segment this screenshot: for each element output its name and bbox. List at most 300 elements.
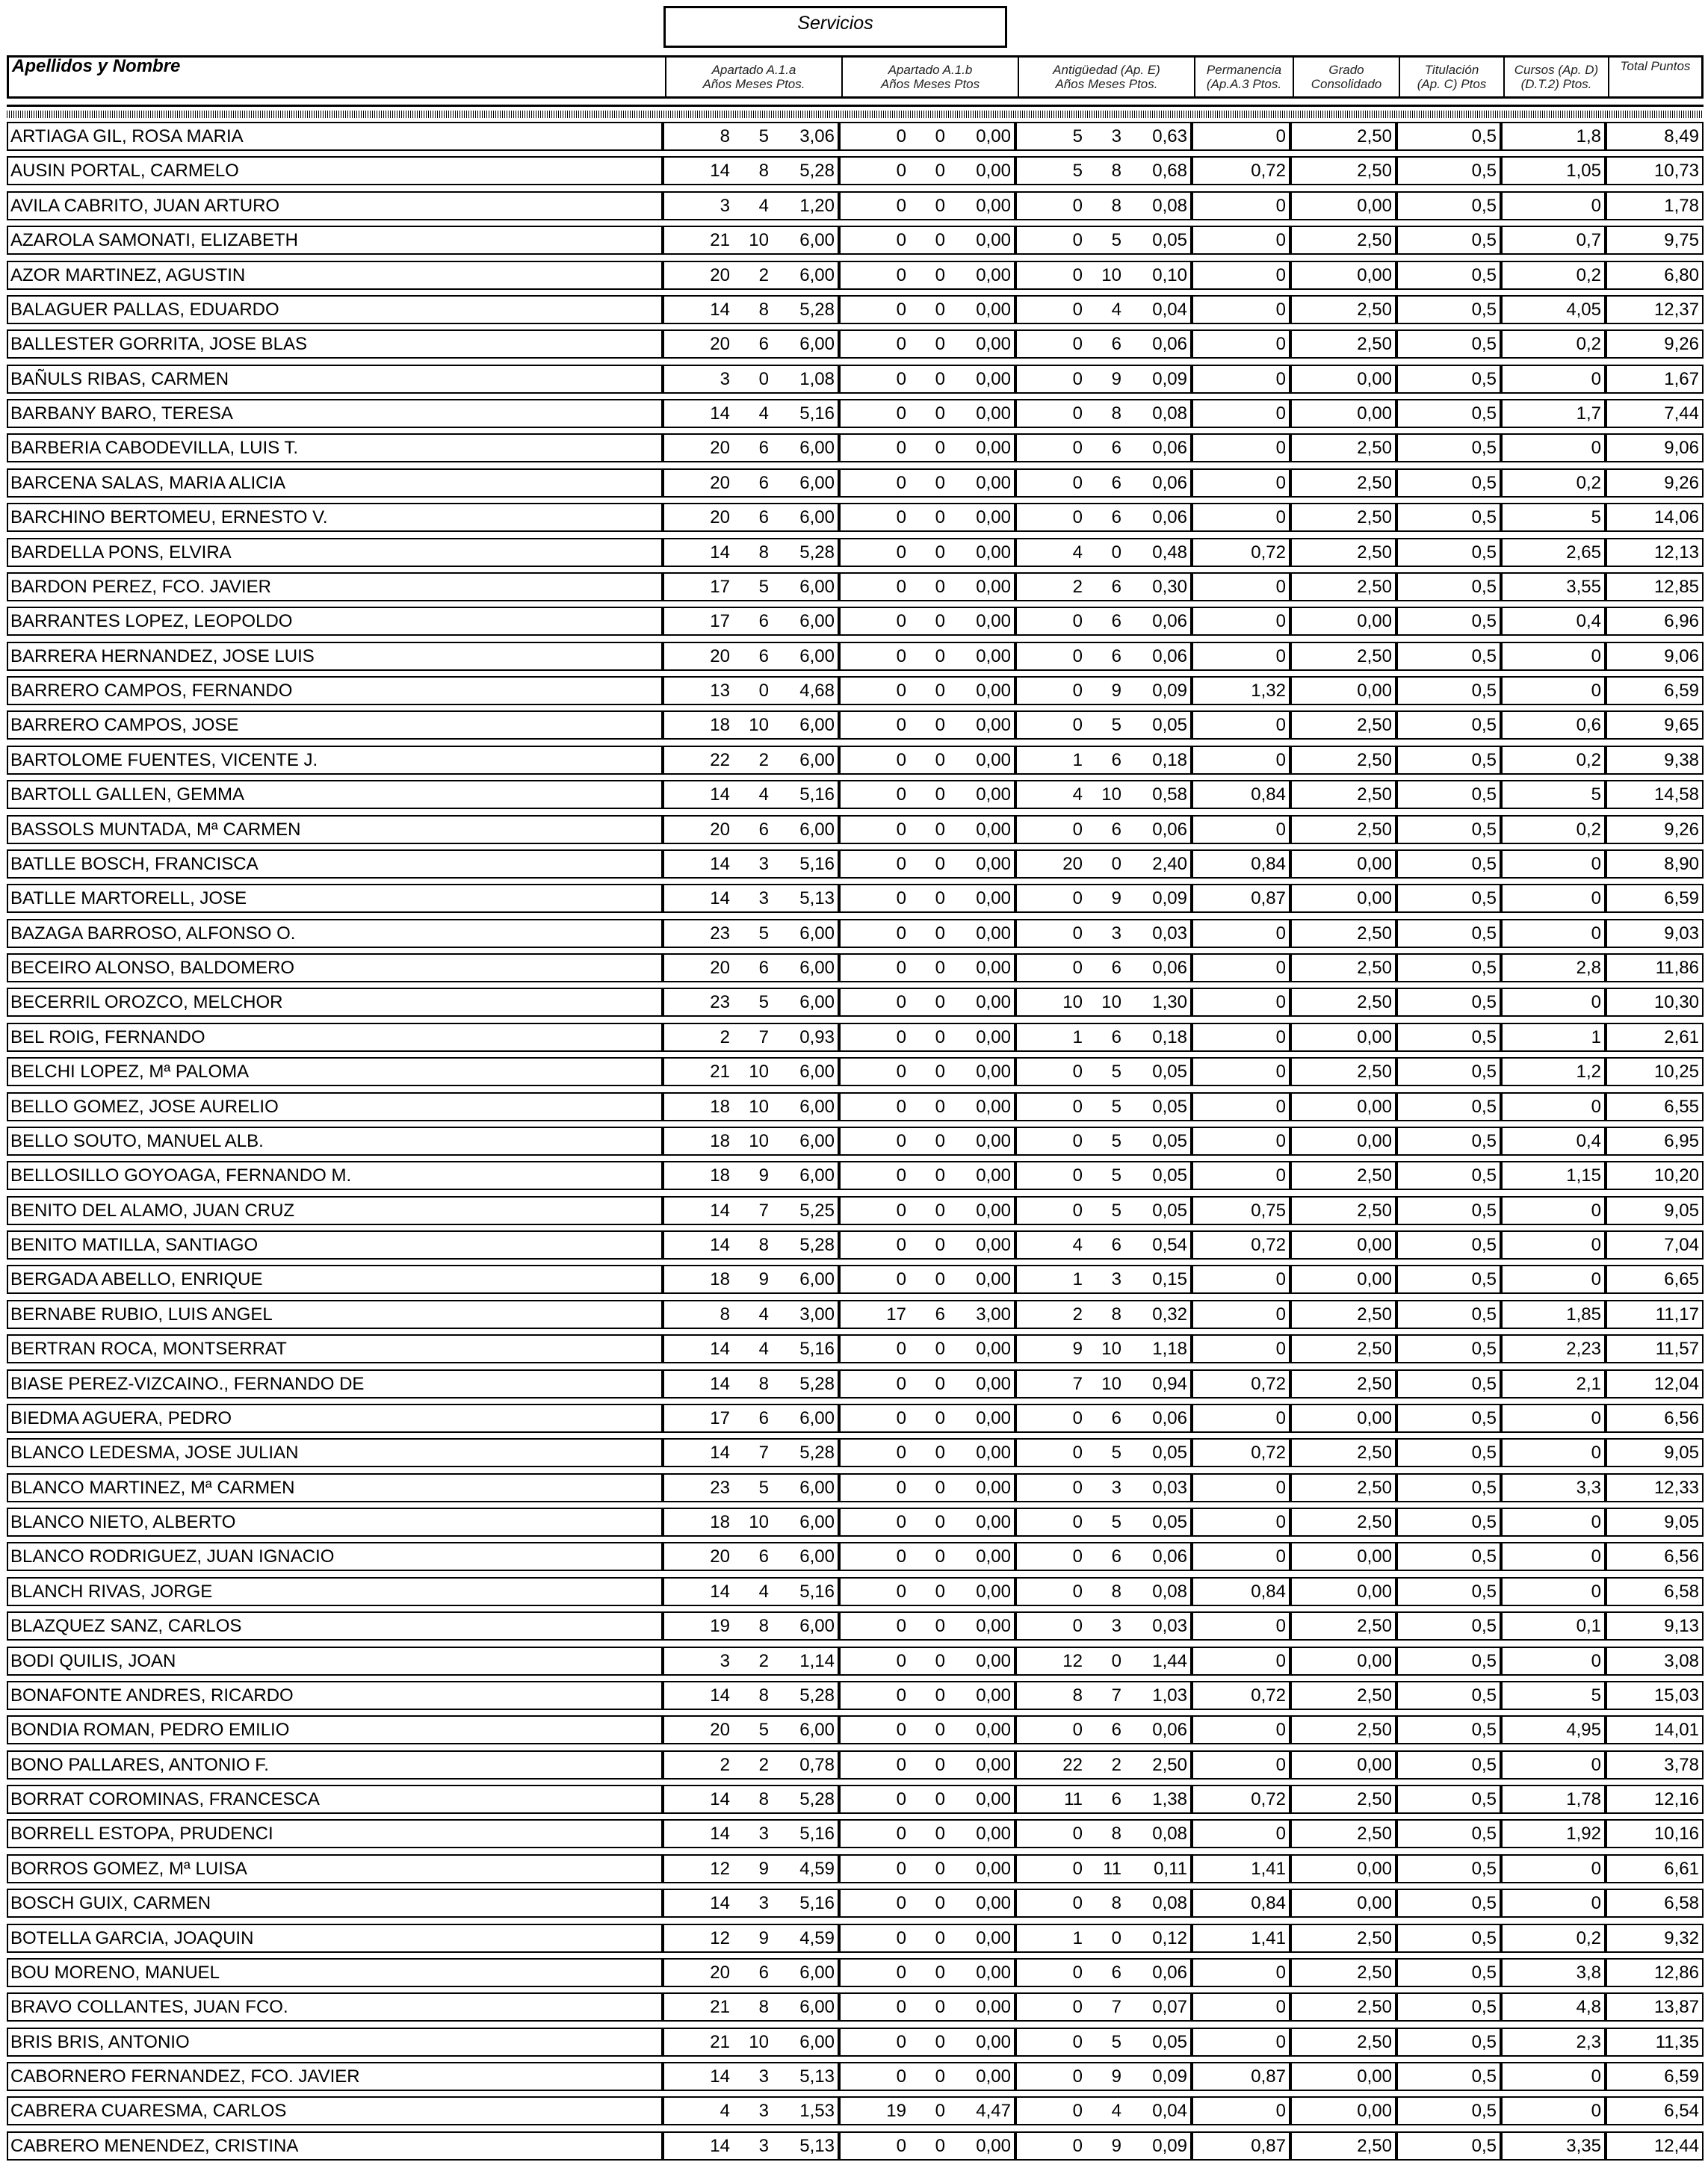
cell-name: BOU MORENO, MANUEL: [7, 1958, 663, 1987]
cell-a1a: [663, 676, 839, 705]
cell-value: 0,00: [976, 1927, 1011, 1948]
cell-a1b: [839, 1161, 1015, 1190]
cell-value: 2,50: [1357, 472, 1392, 493]
cell-antiguedad: [1015, 919, 1192, 948]
cell-value: 2,50: [1357, 749, 1392, 770]
cell-permanencia: [1192, 329, 1290, 359]
cell-value: 1,15: [1566, 1165, 1601, 1186]
cell-value: 0,00: [1357, 1650, 1392, 1671]
cell-value: 2,50: [1357, 576, 1392, 597]
cell-name: BELCHI LOPEZ, Mª PALOMA: [7, 1057, 663, 1086]
cell-value: 0: [896, 1650, 906, 1671]
cell-grado: [1290, 1161, 1396, 1190]
cell-a1a: [663, 1681, 839, 1710]
cell-value: 14: [710, 1373, 730, 1394]
cell-value: 0,72: [1251, 1685, 1286, 1706]
cell-titulacion: [1396, 1750, 1501, 1780]
cell-value: 1,92: [1566, 1824, 1601, 1845]
cell-antiguedad: [1015, 1647, 1192, 1676]
cell-a1b: [839, 1023, 1015, 1052]
cell-value: 0: [935, 1373, 945, 1394]
cell-permanencia: [1192, 2131, 1290, 2161]
cell-value: 2,65: [1566, 542, 1601, 563]
cell-value: 2,50: [1357, 784, 1392, 805]
cell-value: 3: [758, 853, 769, 874]
cell-value: 3: [1111, 1616, 1121, 1637]
cell-value: 4,47: [976, 2101, 1011, 2122]
cell-value: 0,00: [1357, 681, 1392, 701]
cell-value: 0,09: [1152, 2135, 1187, 2156]
cell-value: 8,49: [1664, 126, 1699, 146]
cell-name: BALLESTER GORRITA, JOSE BLAS: [7, 329, 663, 359]
cell-antiguedad: [1015, 572, 1192, 601]
cell-name: BELLO SOUTO, MANUEL ALB.: [7, 1127, 663, 1156]
cell-value: 0: [1072, 1616, 1083, 1637]
cell-antiguedad: [1015, 399, 1192, 428]
cell-cursos: [1501, 156, 1606, 185]
cell-value: 6,00: [799, 472, 835, 493]
cell-value: 6,59: [1664, 888, 1699, 909]
table-row: [7, 1470, 1704, 1505]
cell-total: [1606, 1334, 1704, 1363]
cell-cursos: [1501, 2062, 1606, 2091]
cell-value: 0: [935, 299, 945, 320]
cell-value: 0: [1591, 2101, 1601, 2122]
cell-value: 2,50: [1152, 1754, 1187, 1775]
cell-a1b: [839, 676, 1015, 705]
cell-value: 20: [710, 1962, 730, 1983]
cell-value: 9,13: [1664, 1616, 1699, 1637]
cell-permanencia: [1192, 122, 1290, 151]
cell-value: 0: [935, 126, 945, 146]
cell-value: 0,00: [1357, 195, 1392, 216]
cell-value: 0: [1275, 749, 1286, 770]
servicios-title: Servicios: [797, 12, 873, 34]
cell-titulacion: [1396, 642, 1501, 671]
cell-value: 6,00: [799, 264, 835, 285]
cell-antiguedad: [1015, 1958, 1192, 1987]
cell-value: 0: [935, 611, 945, 632]
cell-value: 10: [749, 715, 769, 736]
cell-value: 0: [1072, 438, 1083, 459]
cell-grado: [1290, 468, 1396, 498]
cell-value: 0: [896, 611, 906, 632]
cell-value: 12,86: [1653, 1962, 1699, 1983]
cell-total: [1606, 503, 1704, 532]
cell-a1a: [663, 156, 839, 185]
cell-value: 3: [758, 2135, 769, 2156]
cell-titulacion: [1396, 953, 1501, 982]
cell-value: 9: [1111, 681, 1121, 701]
table-row: [7, 1782, 1704, 1816]
cell-value: 0: [1275, 368, 1286, 389]
cell-value: 0,93: [799, 1026, 835, 1047]
cell-grado: [1290, 1819, 1396, 1848]
cell-value: 0: [896, 1546, 906, 1567]
cell-value: 0: [1275, 1546, 1286, 1567]
cell-value: 0,00: [976, 403, 1011, 424]
cell-value: 6,00: [799, 334, 835, 355]
cell-value: 12,44: [1653, 2135, 1699, 2156]
cell-total: [1606, 1369, 1704, 1399]
cell-a1a: [663, 849, 839, 879]
cell-value: 9: [1111, 888, 1121, 909]
cell-permanencia: [1192, 572, 1290, 601]
cell-value: 0,58: [1152, 784, 1187, 805]
cell-permanencia: [1192, 1127, 1290, 1156]
cell-value: 12: [710, 1927, 730, 1948]
cell-permanencia: [1192, 2028, 1290, 2057]
cell-value: 0: [896, 1685, 906, 1706]
cell-permanencia: [1192, 1092, 1290, 1121]
table-row: [7, 1644, 1704, 1678]
cell-value: 0: [896, 1616, 906, 1637]
cell-value: 4: [1072, 1235, 1083, 1255]
cell-value: 1,8: [1576, 126, 1601, 146]
cell-a1b: [839, 399, 1015, 428]
cell-value: 4: [758, 403, 769, 424]
cell-value: 1,03: [1152, 1685, 1187, 1706]
cell-value: 6,00: [799, 1269, 835, 1290]
cell-value: 0: [1275, 403, 1286, 424]
cell-value: 0: [896, 1235, 906, 1255]
cell-total: [1606, 1057, 1704, 1086]
cell-a1a: [663, 1369, 839, 1399]
cell-name: BARDON PEREZ, FCO. JAVIER: [7, 572, 663, 601]
cell-cursos: [1501, 642, 1606, 671]
cell-value: 0,00: [976, 542, 1011, 563]
cell-cursos: [1501, 122, 1606, 151]
cell-name: BLANCO RODRIGUEZ, JUAN IGNACIO: [7, 1542, 663, 1571]
cell-value: 0,5: [1471, 992, 1497, 1013]
cell-value: 0,06: [1152, 1546, 1187, 1567]
cell-a1b: [839, 572, 1015, 601]
cell-value: 1,7: [1576, 403, 1601, 424]
cell-value: 10: [1062, 992, 1083, 1013]
cell-value: 11,17: [1655, 1304, 1699, 1325]
cell-value: 9,75: [1664, 230, 1699, 251]
cell-value: 0,5: [1471, 576, 1497, 597]
cell-name: BLANCO LEDESMA, JOSE JULIAN: [7, 1438, 663, 1467]
cell-total: [1606, 1300, 1704, 1329]
cell-value: 0,08: [1152, 1824, 1187, 1845]
cell-total: [1606, 919, 1704, 948]
cell-cursos: [1501, 1196, 1606, 1225]
cell-permanencia: [1192, 607, 1290, 636]
cell-value: 3: [758, 1893, 769, 1914]
cell-value: 0,00: [976, 923, 1011, 944]
cell-permanencia: [1192, 1023, 1290, 1052]
cell-value: 1,2: [1576, 1062, 1601, 1083]
cell-value: 14,01: [1653, 1720, 1699, 1741]
cell-value: 0: [1591, 645, 1601, 666]
cell-a1a: [663, 1889, 839, 1918]
cell-value: 0,75: [1251, 1200, 1286, 1221]
cell-value: 0: [935, 161, 945, 182]
cell-value: 0,72: [1251, 1373, 1286, 1394]
cell-value: 0,00: [976, 853, 1011, 874]
cell-cursos: [1501, 607, 1606, 636]
cell-value: 3: [1111, 1477, 1121, 1498]
cell-value: 0: [896, 992, 906, 1013]
cell-value: 0,5: [1471, 472, 1497, 493]
cell-value: 2,50: [1357, 507, 1392, 528]
cell-value: 9,65: [1664, 715, 1699, 736]
cell-antiguedad: [1015, 1819, 1192, 1848]
cell-value: 0: [896, 1062, 906, 1083]
cell-value: 12: [710, 1858, 730, 1879]
cell-value: 0: [896, 1165, 906, 1186]
cell-value: 0,00: [976, 681, 1011, 701]
cell-value: 0: [1275, 507, 1286, 528]
cell-value: 9: [758, 1858, 769, 1879]
cell-value: 1,85: [1566, 1304, 1601, 1325]
cell-grado: [1290, 1127, 1396, 1156]
cell-value: 0: [1072, 645, 1083, 666]
cell-value: 6,00: [799, 992, 835, 1013]
table-row: [7, 881, 1704, 915]
cell-value: 18: [710, 1096, 730, 1117]
cell-value: 0: [896, 542, 906, 563]
cell-value: 0: [1591, 1096, 1601, 1117]
table-row: [7, 1886, 1704, 1920]
cell-value: 3: [758, 1824, 769, 1845]
cell-antiguedad: [1015, 988, 1192, 1017]
cell-name: BONO PALLARES, ANTONIO F.: [7, 1750, 663, 1780]
cell-value: 0: [758, 368, 769, 389]
cell-total: [1606, 261, 1704, 290]
cell-titulacion: [1396, 815, 1501, 844]
cell-value: 0,05: [1152, 230, 1187, 251]
cell-value: 2,50: [1357, 438, 1392, 459]
cell-value: 0: [1072, 1062, 1083, 1083]
cell-titulacion: [1396, 1542, 1501, 1571]
cell-value: 6: [1111, 611, 1121, 632]
cell-a1b: [839, 1369, 1015, 1399]
cell-antiguedad: [1015, 676, 1192, 705]
cell-name: BIEDMA AGUERA, PEDRO: [7, 1404, 663, 1433]
cell-name: BARBERIA CABODEVILLA, LUIS T.: [7, 433, 663, 462]
cell-value: 6: [1111, 576, 1121, 597]
cell-value: 0: [935, 1720, 945, 1741]
cell-value: 0: [1275, 2101, 1286, 2122]
cell-value: 17: [710, 576, 730, 597]
cell-name: CABORNERO FERNANDEZ, FCO. JAVIER: [7, 2062, 663, 2091]
cell-value: 0: [1275, 230, 1286, 251]
cell-a1a: [663, 1127, 839, 1156]
cell-value: 12,16: [1653, 1789, 1699, 1809]
cell-value: 5: [1111, 2031, 1121, 2052]
cell-name: BELLO GOMEZ, JOSE AURELIO: [7, 1092, 663, 1121]
cell-antiguedad: [1015, 1230, 1192, 1260]
cell-name: BARCENA SALAS, MARIA ALICIA: [7, 468, 663, 498]
cell-value: 0,00: [976, 1616, 1011, 1637]
cell-titulacion: [1396, 1992, 1501, 2022]
table-row: [7, 1331, 1704, 1366]
cell-value: 11,35: [1655, 2031, 1699, 2052]
cell-cursos: [1501, 1889, 1606, 1918]
table-row: [7, 1921, 1704, 1955]
cell-a1b: [839, 1334, 1015, 1363]
cell-value: 0,00: [976, 1650, 1011, 1671]
cell-value: 0: [935, 1858, 945, 1879]
cell-titulacion: [1396, 2096, 1501, 2125]
table-row: [7, 1608, 1704, 1643]
cell-value: 14: [710, 299, 730, 320]
cell-permanencia: [1192, 2096, 1290, 2125]
cell-a1b: [839, 849, 1015, 879]
cell-value: 0: [935, 715, 945, 736]
cell-value: 5,16: [799, 1581, 835, 1602]
cell-value: 0,5: [1471, 1581, 1497, 1602]
cell-antiguedad: [1015, 710, 1192, 740]
cell-value: 1,32: [1251, 681, 1286, 701]
cell-value: 0: [935, 1685, 945, 1706]
cell-value: 0: [1072, 715, 1083, 736]
cell-value: 5: [1111, 1443, 1121, 1464]
cell-grado: [1290, 1647, 1396, 1676]
cell-value: 0,06: [1152, 507, 1187, 528]
cell-value: 0: [896, 1893, 906, 1914]
cell-titulacion: [1396, 1715, 1501, 1744]
cell-value: 9: [758, 1165, 769, 1186]
cell-value: 4,8: [1576, 1997, 1601, 2018]
cell-permanencia: [1192, 1057, 1290, 1086]
cell-a1b: [839, 780, 1015, 809]
cell-permanencia: [1192, 1438, 1290, 1467]
cell-grado: [1290, 1715, 1396, 1744]
cell-value: 1,18: [1152, 1339, 1187, 1360]
cell-value: 2,50: [1357, 1789, 1392, 1809]
cell-value: 0,00: [1357, 1581, 1392, 1602]
cell-value: 10: [749, 1096, 769, 1117]
cell-value: 8: [758, 1373, 769, 1394]
cell-value: 8: [1111, 1304, 1121, 1325]
cell-value: 0,5: [1471, 1754, 1497, 1775]
cell-name: CABRERO MENENDEZ, CRISTINA: [7, 2131, 663, 2161]
cell-value: 3: [720, 195, 730, 216]
cell-value: 0: [896, 1720, 906, 1741]
cell-value: 0,2: [1576, 819, 1601, 840]
cell-a1b: [839, 1750, 1015, 1780]
cell-value: 2,3: [1576, 2031, 1601, 2052]
cell-value: 0,2: [1576, 472, 1601, 493]
cell-value: 0: [896, 749, 906, 770]
cell-a1a: [663, 1785, 839, 1814]
cell-value: 0,5: [1471, 1477, 1497, 1498]
cell-value: 5: [758, 126, 769, 146]
cell-antiguedad: [1015, 1265, 1192, 1294]
cell-titulacion: [1396, 226, 1501, 255]
cell-cursos: [1501, 365, 1606, 394]
table-row: [7, 1678, 1704, 1712]
cell-name: BERGADA ABELLO, ENRIQUE: [7, 1265, 663, 1294]
cell-value: 0,00: [976, 1962, 1011, 1983]
cell-value: 0: [1275, 264, 1286, 285]
cell-value: 2,50: [1357, 1685, 1392, 1706]
cell-value: 0: [1591, 1650, 1601, 1671]
cell-name: BRAVO COLLANTES, JUAN FCO.: [7, 1992, 663, 2022]
cell-value: 0,15: [1152, 1269, 1187, 1290]
cell-value: 0: [935, 507, 945, 528]
cell-value: 0,87: [1251, 888, 1286, 909]
cell-a1b: [839, 538, 1015, 567]
cell-permanencia: [1192, 538, 1290, 567]
cell-value: 6: [1111, 749, 1121, 770]
cell-a1a: [663, 2131, 839, 2161]
cell-value: 0: [1275, 715, 1286, 736]
cell-value: 0: [1072, 507, 1083, 528]
cell-value: 0: [1275, 645, 1286, 666]
cell-value: 0: [896, 681, 906, 701]
cell-value: 4,05: [1566, 299, 1601, 320]
cell-value: 0,09: [1152, 368, 1187, 389]
cell-value: 0: [1072, 958, 1083, 978]
cell-total: [1606, 1092, 1704, 1121]
cell-total: [1606, 1647, 1704, 1676]
cell-value: 17: [886, 1304, 906, 1325]
cell-value: 6,00: [799, 1062, 835, 1083]
cell-total: [1606, 849, 1704, 879]
cell-value: 1,53: [799, 2101, 835, 2122]
cell-permanencia: [1192, 1611, 1290, 1641]
cell-value: 0: [935, 681, 945, 701]
cell-value: 5,28: [799, 1235, 835, 1255]
cell-antiguedad: [1015, 1438, 1192, 1467]
cell-a1a: [663, 365, 839, 394]
cell-value: 0,04: [1152, 299, 1187, 320]
table-row: [7, 1262, 1704, 1296]
cell-value: 1: [1591, 1026, 1601, 1047]
cell-cursos: [1501, 295, 1606, 324]
cell-total: [1606, 1924, 1704, 1953]
cell-grado: [1290, 1611, 1396, 1641]
cell-value: 0,03: [1152, 923, 1187, 944]
cell-value: 0: [935, 1616, 945, 1637]
cell-a1a: [663, 226, 839, 255]
cell-value: 1,08: [799, 368, 835, 389]
cell-a1a: [663, 1508, 839, 1537]
cell-value: 0: [1275, 299, 1286, 320]
cell-a1b: [839, 1819, 1015, 1848]
cell-value: 18: [710, 1512, 730, 1532]
cell-value: 6,00: [799, 1616, 835, 1637]
cell-value: 10: [749, 1062, 769, 1083]
cell-cursos: [1501, 953, 1606, 982]
cell-value: 0,00: [976, 784, 1011, 805]
cell-value: 6: [1111, 507, 1121, 528]
cell-value: 0,00: [976, 230, 1011, 251]
cell-total: [1606, 1542, 1704, 1571]
cell-value: 0: [935, 1754, 945, 1775]
cell-value: 0: [1275, 472, 1286, 493]
cell-a1a: [663, 2062, 839, 2091]
cell-value: 0,87: [1251, 2066, 1286, 2087]
cell-name: CABRERA CUARESMA, CARLOS: [7, 2096, 663, 2125]
cell-value: 0: [1591, 1269, 1601, 1290]
cell-a1b: [839, 988, 1015, 1017]
cell-value: 0: [1275, 923, 1286, 944]
cell-value: 0: [1591, 1546, 1601, 1567]
cell-value: 0,4: [1576, 611, 1601, 632]
cell-value: 14: [710, 853, 730, 874]
cell-permanencia: [1192, 884, 1290, 913]
cell-value: 6: [758, 1546, 769, 1567]
cell-value: 0,00: [976, 1824, 1011, 1845]
cell-value: 4,68: [799, 681, 835, 701]
cell-value: 14: [710, 1581, 730, 1602]
cell-name: BLANCO NIETO, ALBERTO: [7, 1508, 663, 1537]
